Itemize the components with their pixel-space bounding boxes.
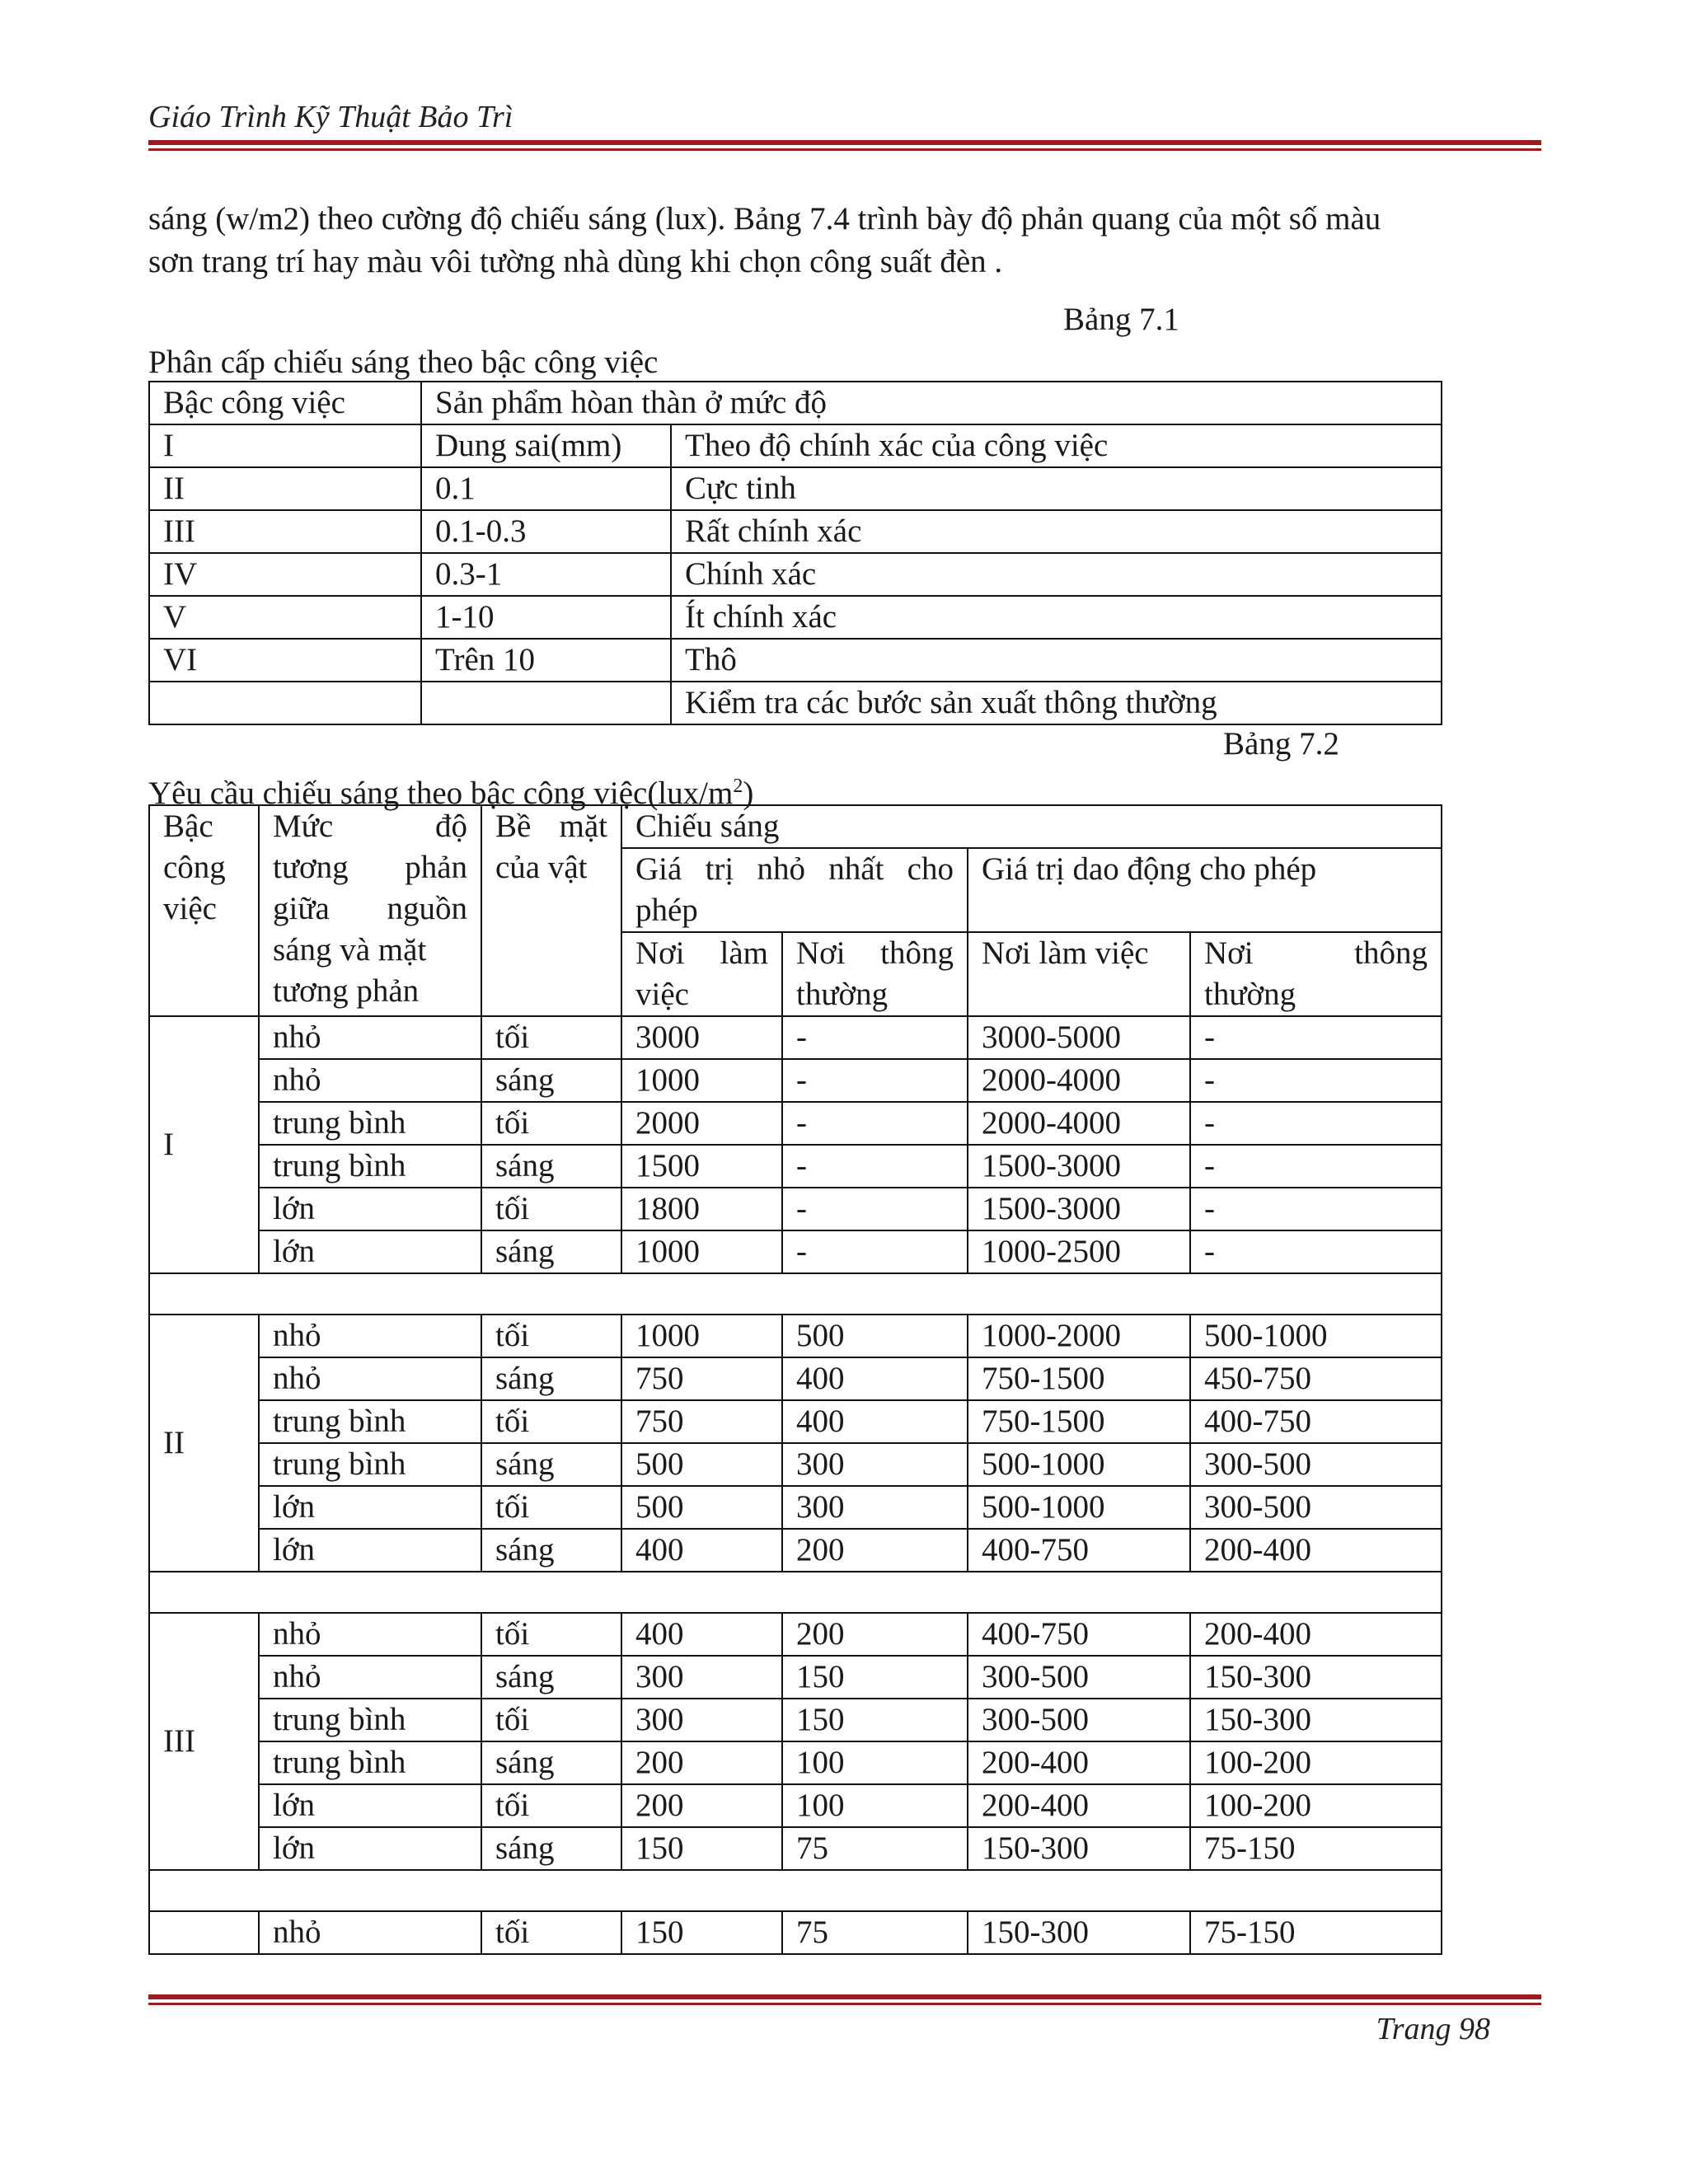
table-cell: 0.1-0.3	[421, 510, 671, 553]
table2-title-superscript: 2	[733, 776, 743, 797]
header-line	[273, 888, 467, 930]
table-cell: lớn	[259, 1230, 481, 1273]
table-cell: 300-500	[1190, 1443, 1442, 1486]
table-row	[149, 682, 1442, 724]
header-word: Mức	[273, 808, 334, 844]
table2-caption: Bảng 7.2	[1223, 726, 1339, 762]
table-cell: 200	[782, 1613, 968, 1656]
table-header-cell: Bậc công việc	[149, 382, 421, 424]
table-cell: 200-400	[1190, 1529, 1442, 1572]
table-cell: 200-400	[968, 1741, 1190, 1784]
table-row	[149, 1529, 1442, 1572]
table-cell: IV	[149, 553, 421, 596]
table-cell: 100	[782, 1784, 968, 1827]
table-cell: 75-150	[1190, 1911, 1442, 1954]
table-cell: nhỏ	[259, 1016, 481, 1059]
table-cell: -	[1190, 1145, 1442, 1188]
table-cell: sáng	[481, 1230, 621, 1273]
table-cell: Ít chính xác	[671, 596, 1442, 639]
table-cell: 3000-5000	[968, 1016, 1190, 1059]
header-word: thông	[880, 935, 954, 971]
table2-title-end: )	[743, 776, 754, 811]
table-row	[149, 1400, 1442, 1443]
table-row	[149, 639, 1442, 682]
table-row	[149, 553, 1442, 596]
table-cell: 500	[621, 1486, 782, 1529]
table-cell: tối	[481, 1016, 621, 1059]
table-cell: tối	[481, 1486, 621, 1529]
table-cell: 0.3-1	[421, 553, 671, 596]
header-word: thông	[1354, 935, 1428, 971]
table-cell: Cực tinh	[671, 467, 1442, 510]
separator-row	[149, 1870, 1442, 1911]
table-cell: 200-400	[968, 1784, 1190, 1827]
table-cell: sáng	[481, 1443, 621, 1486]
table-cell: nhỏ	[259, 1911, 481, 1954]
table-cell: 1500-3000	[968, 1145, 1190, 1188]
table-cell: sáng	[481, 1357, 621, 1400]
table-cell: nhỏ	[259, 1357, 481, 1400]
table-cell: Kiểm tra các bước sản xuất thông thường	[671, 682, 1442, 724]
table-cell: 1-10	[421, 596, 671, 639]
table-cell: -	[1190, 1016, 1442, 1059]
table-row	[149, 1613, 1442, 1656]
table-cell: 300-500	[968, 1699, 1190, 1741]
table-cell: sáng	[481, 1741, 621, 1784]
table-header-cell: Giá trị dao động cho phép	[968, 848, 1442, 932]
table-cell: tối	[481, 1784, 621, 1827]
table-row	[149, 1188, 1442, 1230]
table-cell: -	[782, 1016, 968, 1059]
table-cell: sáng	[481, 1827, 621, 1870]
table-cell: 2000-4000	[968, 1102, 1190, 1145]
header-word: việc	[163, 891, 217, 926]
table-cell: 1000	[621, 1315, 782, 1357]
header-line: của vật	[495, 850, 588, 885]
table-header-row	[149, 805, 1442, 848]
table-cell: 500	[782, 1315, 968, 1357]
table-header-cell	[621, 932, 782, 1016]
header-line: phép	[635, 893, 698, 928]
table-7-1	[148, 381, 1442, 725]
table-cell: -	[1190, 1059, 1442, 1102]
table-cell: 200	[621, 1784, 782, 1827]
table-cell: -	[782, 1230, 968, 1273]
table-header-cell: Sản phẩm hòan thàn ở mức độ	[421, 382, 1442, 424]
table-row	[149, 1784, 1442, 1827]
header-word: Bậc	[163, 808, 213, 844]
table-cell: -	[782, 1102, 968, 1145]
header-line	[273, 806, 467, 847]
header-word: Nơi	[1204, 935, 1254, 971]
table-cell: 200	[782, 1529, 968, 1572]
table-cell: 300-500	[968, 1656, 1190, 1699]
intro-line: sáng (w/m2) theo cường độ chiếu sáng (lux). Bảng 7.4 trình bày độ phản quang của một số màu	[148, 201, 1381, 237]
table-header-cell	[481, 805, 621, 1016]
table-cell: 400	[621, 1529, 782, 1572]
table-cell: nhỏ	[259, 1613, 481, 1656]
table-cell: trung bình	[259, 1741, 481, 1784]
table-cell: 150	[621, 1827, 782, 1870]
table-row	[149, 1016, 1442, 1059]
table-cell: tối	[481, 1400, 621, 1443]
table-cell: tối	[481, 1102, 621, 1145]
header-line: thường	[796, 977, 889, 1012]
table-cell: lớn	[259, 1529, 481, 1572]
table-cell: 400	[782, 1400, 968, 1443]
header-line: việc	[635, 977, 689, 1012]
table-cell: 400	[782, 1357, 968, 1400]
header-line	[635, 933, 768, 974]
header-word: công	[163, 850, 226, 885]
table-row	[149, 596, 1442, 639]
table-cell: II	[149, 467, 421, 510]
table-cell: trung bình	[259, 1102, 481, 1145]
header-line	[495, 806, 607, 847]
table-cell: 2000-4000	[968, 1059, 1190, 1102]
table-cell: lớn	[259, 1784, 481, 1827]
table-cell: -	[782, 1059, 968, 1102]
table-cell: 75	[782, 1911, 968, 1954]
table-cell: 400-750	[968, 1529, 1190, 1572]
table-cell: -	[1190, 1188, 1442, 1230]
table-cell: -	[1190, 1230, 1442, 1273]
table-row	[149, 467, 1442, 510]
table-cell: tối	[481, 1613, 621, 1656]
table-cell: Trên 10	[421, 639, 671, 682]
table-cell: trung bình	[259, 1145, 481, 1188]
table-cell: tối	[481, 1188, 621, 1230]
table-row	[149, 1315, 1442, 1357]
table-cell: 150	[621, 1911, 782, 1954]
table-cell: V	[149, 596, 421, 639]
table1-caption: Bảng 7.1	[1063, 302, 1179, 337]
table-cell: trung bình	[259, 1400, 481, 1443]
table-row	[149, 1357, 1442, 1400]
table-cell: I	[149, 424, 421, 467]
table-cell: 0.1	[421, 467, 671, 510]
table-cell: 300	[621, 1699, 782, 1741]
table-header-cell: Nơi làm việc	[968, 932, 1190, 1016]
table-7-2	[148, 804, 1442, 1955]
table-header-cell	[782, 932, 968, 1016]
table-cell: Dung sai(mm)	[421, 424, 671, 467]
table-cell: 150	[782, 1699, 968, 1741]
table-header-cell	[259, 805, 481, 1016]
header-word: độ	[435, 808, 467, 844]
table-cell: 300-500	[1190, 1486, 1442, 1529]
separator-row	[149, 1572, 1442, 1613]
table-cell: nhỏ	[259, 1315, 481, 1357]
header-line	[1204, 933, 1428, 974]
footer-rule-thick	[148, 1994, 1541, 1999]
table-cell: 300	[782, 1486, 968, 1529]
table-row	[149, 424, 1442, 467]
footer-rule-thin	[148, 2003, 1541, 2005]
table-cell: Thô	[671, 639, 1442, 682]
group-label-cell	[149, 1911, 259, 1954]
table-row	[149, 510, 1442, 553]
table-cell: tối	[481, 1911, 621, 1954]
table-cell: 3000	[621, 1016, 782, 1059]
table-cell: 150	[782, 1656, 968, 1699]
table-cell: 750-1500	[968, 1357, 1190, 1400]
table-cell: III	[149, 510, 421, 553]
table-row	[149, 1443, 1442, 1486]
table-header-cell: Chiếu sáng	[621, 805, 1442, 848]
table-cell: sáng	[481, 1529, 621, 1572]
header-word: Nơi	[796, 935, 846, 971]
table-cell: 200	[621, 1741, 782, 1784]
table-header-row	[149, 382, 1442, 424]
table-header-cell	[149, 805, 259, 1016]
table-cell: 1800	[621, 1188, 782, 1230]
table-cell: 450-750	[1190, 1357, 1442, 1400]
header-line	[796, 933, 954, 974]
table-cell: tối	[481, 1315, 621, 1357]
table-cell: trung bình	[259, 1699, 481, 1741]
table-cell: 2000	[621, 1102, 782, 1145]
table-cell: 750	[621, 1357, 782, 1400]
intro-line: sơn trang trí hay màu vôi tường nhà dùng khi chọn công suất đèn .	[148, 244, 1003, 279]
header-word: làm	[720, 935, 768, 971]
group-label-cell: I	[149, 1016, 259, 1273]
table-row	[149, 1741, 1442, 1784]
separator-cell	[149, 1273, 1442, 1315]
table-cell: lớn	[259, 1486, 481, 1529]
table-cell: 500-1000	[1190, 1315, 1442, 1357]
header-word: mặt	[559, 808, 607, 844]
table-cell: 400-750	[968, 1613, 1190, 1656]
table-row	[149, 1102, 1442, 1145]
table-cell: lớn	[259, 1188, 481, 1230]
table-cell: VI	[149, 639, 421, 682]
table-cell: 1000-2000	[968, 1315, 1190, 1357]
table-cell: 750-1500	[968, 1400, 1190, 1443]
header-line: sáng và mặt	[273, 932, 427, 968]
table-cell: 100-200	[1190, 1784, 1442, 1827]
table-cell: 150-300	[1190, 1656, 1442, 1699]
header-rule-thin	[148, 148, 1541, 151]
table-row	[149, 1656, 1442, 1699]
table-cell: -	[782, 1188, 968, 1230]
header-line	[273, 847, 467, 888]
header-line: tương phản	[273, 973, 420, 1009]
header-word: phản	[405, 850, 467, 885]
page-header-title: Giáo Trình Kỹ Thuật Bảo Trì	[148, 100, 513, 134]
table-cell: 500-1000	[968, 1443, 1190, 1486]
table-cell: sáng	[481, 1059, 621, 1102]
table-cell: 400	[621, 1613, 782, 1656]
table-cell: Rất chính xác	[671, 510, 1442, 553]
header-line: thường	[1204, 977, 1296, 1012]
header-word: nguồn	[387, 891, 467, 926]
table-cell: tối	[481, 1699, 621, 1741]
table-cell: 100	[782, 1741, 968, 1784]
header-rule-thick	[148, 140, 1541, 145]
header-word: tương	[273, 850, 349, 885]
header-word: Nơi	[635, 935, 685, 971]
table-cell: 400-750	[1190, 1400, 1442, 1443]
table-row	[149, 1911, 1442, 1954]
table-cell: Chính xác	[671, 553, 1442, 596]
header-word: Bề	[495, 808, 532, 844]
table-cell: 1500	[621, 1145, 782, 1188]
group-label-cell: II	[149, 1315, 259, 1572]
table-cell: 300	[782, 1443, 968, 1486]
page-number: Trang 98	[1376, 2012, 1490, 2046]
intro-paragraph	[148, 198, 1541, 284]
table1-title: Phân cấp chiếu sáng theo bậc công việc	[148, 344, 659, 380]
table-cell: 1000	[621, 1230, 782, 1273]
table-row	[149, 1145, 1442, 1188]
table-cell: 200-400	[1190, 1613, 1442, 1656]
table-cell: 500	[621, 1443, 782, 1486]
table-cell: 150-300	[968, 1911, 1190, 1954]
table-cell: 150-300	[1190, 1699, 1442, 1741]
table-row	[149, 1699, 1442, 1741]
table-cell: 750	[621, 1400, 782, 1443]
table-cell: nhỏ	[259, 1059, 481, 1102]
table-cell	[421, 682, 671, 724]
table-cell: sáng	[481, 1656, 621, 1699]
table-cell: lớn	[259, 1827, 481, 1870]
table-cell: -	[782, 1145, 968, 1188]
table-header-cell	[1190, 932, 1442, 1016]
separator-row	[149, 1273, 1442, 1315]
separator-cell	[149, 1572, 1442, 1613]
table-row	[149, 1230, 1442, 1273]
table-cell: 500-1000	[968, 1486, 1190, 1529]
table-cell: Theo độ chính xác của công việc	[671, 424, 1442, 467]
table-cell: 300	[621, 1656, 782, 1699]
table-cell: 75	[782, 1827, 968, 1870]
table-cell: 1000-2500	[968, 1230, 1190, 1273]
table-cell: 75-150	[1190, 1827, 1442, 1870]
table-cell: 1000	[621, 1059, 782, 1102]
table-cell	[149, 682, 421, 724]
group-label-cell: III	[149, 1613, 259, 1870]
table-header-cell	[621, 848, 968, 932]
table-row	[149, 1486, 1442, 1529]
table-cell: sáng	[481, 1145, 621, 1188]
table-row	[149, 1059, 1442, 1102]
table-cell: 150-300	[968, 1827, 1190, 1870]
table-cell: nhỏ	[259, 1656, 481, 1699]
header-word: giữa	[273, 891, 330, 926]
table-cell: -	[1190, 1102, 1442, 1145]
table-cell: 100-200	[1190, 1741, 1442, 1784]
table-cell: 1500-3000	[968, 1188, 1190, 1230]
table2-title-text: Yêu cầu chiếu sáng theo bậc công việc(lux/m	[148, 776, 734, 811]
table-cell: trung bình	[259, 1443, 481, 1486]
separator-cell	[149, 1870, 1442, 1911]
header-line: Giá trị nhỏ nhất cho	[635, 851, 954, 887]
table-row	[149, 1827, 1442, 1870]
